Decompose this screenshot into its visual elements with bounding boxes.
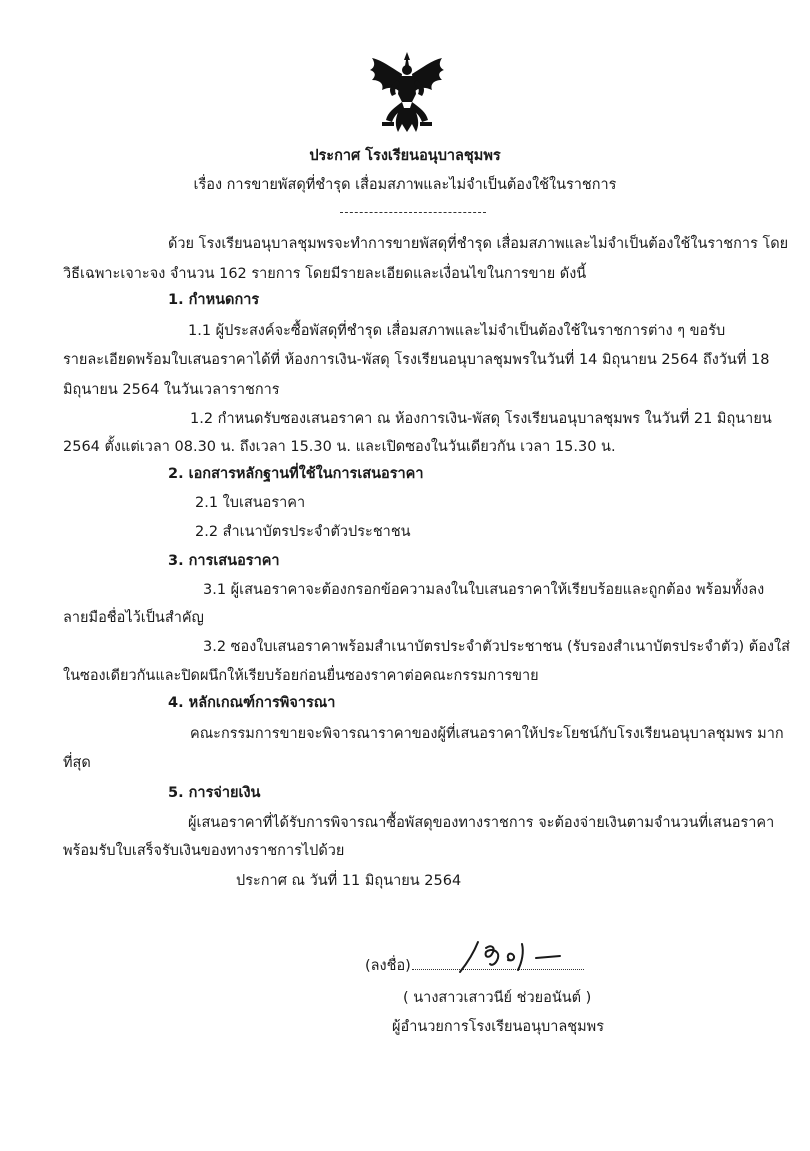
section-1-1-line-3: มิถุนายน 2564 ในวันเวลาราชการ	[63, 382, 280, 398]
section-3-2-line-1: 3.2 ซองใบเสนอราคาพร้อมสำเนาบัตรประจำตัวประชาชน (รับรองสำเนาบัตรประจำตัว) ต้องใส่	[203, 639, 790, 655]
section-1-2-line-1: 1.2 กำหนดรับซองเสนอราคา ณ ห้องการเงิน-พัสดุ โรงเรียนอนุบาลชุมพร ในวันที่ 21 มิถุนายน	[190, 411, 772, 427]
intro-line-1: ด้วย โรงเรียนอนุบาลชุมพรจะทำการขายพัสดุที่ชำรุด เสื่อมสภาพและไม่จำเป็นต้องใช้ในราชการ โดย	[168, 236, 789, 252]
intro-line-2: วิธีเฉพาะเจาะจง จำนวน 162 รายการ โดยมีรายละเอียดและเงื่อนไขในการขาย ดังนี้	[63, 266, 587, 282]
announcement-date: ประกาศ ณ วันที่ 11 มิถุนายน 2564	[236, 873, 462, 889]
section-5-line-1: ผู้เสนอราคาที่ได้รับการพิจารณาซื้อพัสดุของทางราชการ จะต้องจ่ายเงินตามจำนวนที่เสนอราคา	[188, 815, 775, 831]
announcement-subject: เรื่อง การขายพัสดุที่ชำรุด เสื่อมสภาพและไม่จำเป็นต้องใช้ในราชการ	[193, 177, 617, 193]
title-divider	[340, 212, 486, 213]
section-4-line-1: คณะกรรมการขายจะพิจารณาราคาของผู้ที่เสนอราคาให้ประโยชน์กับโรงเรียนอนุบาลชุมพร มาก	[190, 726, 784, 742]
garuda-emblem	[364, 50, 450, 134]
section-4-line-2: ที่สุด	[63, 755, 91, 771]
section-1-1-line-2: รายละเอียดพร้อมใบเสนอราคาได้ที่ ห้องการเงิน-พัสดุ โรงเรียนอนุบาลชุมพรในวันที่ 14 มิถุนายน 2564 ถึงวันที่ 18	[63, 352, 770, 368]
handwritten-signature	[456, 934, 576, 976]
section-3-1-line-1: 3.1 ผู้เสนอราคาจะต้องกรอกข้อความลงในใบเสนอราคาให้เรียบร้อยและถูกต้อง พร้อมทั้งลง	[203, 582, 765, 598]
section-2-item-2: 2.2 สำเนาบัตรประจำตัวประชาชน	[195, 524, 411, 540]
section-5-line-2: พร้อมรับใบเสร็จรับเงินของทางราชการไปด้วย	[63, 843, 345, 859]
section-heading-1: 1. กำหนดการ	[168, 292, 260, 308]
section-heading-4: 4. หลักเกณฑ์การพิจารณา	[168, 695, 336, 711]
section-1-2-line-2: 2564 ตั้งแต่เวลา 08.30 น. ถึงเวลา 15.30 น. และเปิดซองในวันเดียวกัน เวลา 15.30 น.	[63, 439, 616, 455]
section-heading-3: 3. การเสนอราคา	[168, 553, 280, 569]
signer-name: ( นางสาวเสาวนีย์ ช่วยอนันต์ )	[403, 990, 592, 1006]
section-2-item-1: 2.1 ใบเสนอราคา	[195, 495, 306, 511]
section-heading-2: 2. เอกสารหลักฐานที่ใช้ในการเสนอราคา	[168, 466, 424, 482]
signer-position: ผู้อำนวยการโรงเรียนอนุบาลชุมพร	[392, 1019, 605, 1035]
section-1-1-line-1: 1.1 ผู้ประสงค์จะซื้อพัสดุที่ชำรุด เสื่อมสภาพและไม่จำเป็นต้องใช้ในราชการต่าง ๆ ขอรับ	[188, 323, 726, 339]
sign-label: (ลงชื่อ)	[365, 958, 411, 974]
section-heading-5: 5. การจ่ายเงิน	[168, 785, 261, 801]
section-3-2-line-2: ในซองเดียวกันและปิดผนึกให้เรียบร้อยก่อนยื่นซองราคาต่อคณะกรรมการขาย	[63, 668, 539, 684]
section-3-1-line-2: ลายมือชื่อไว้เป็นสำคัญ	[63, 610, 204, 626]
announcement-title: ประกาศ โรงเรียนอนุบาลชุมพร	[309, 148, 501, 164]
